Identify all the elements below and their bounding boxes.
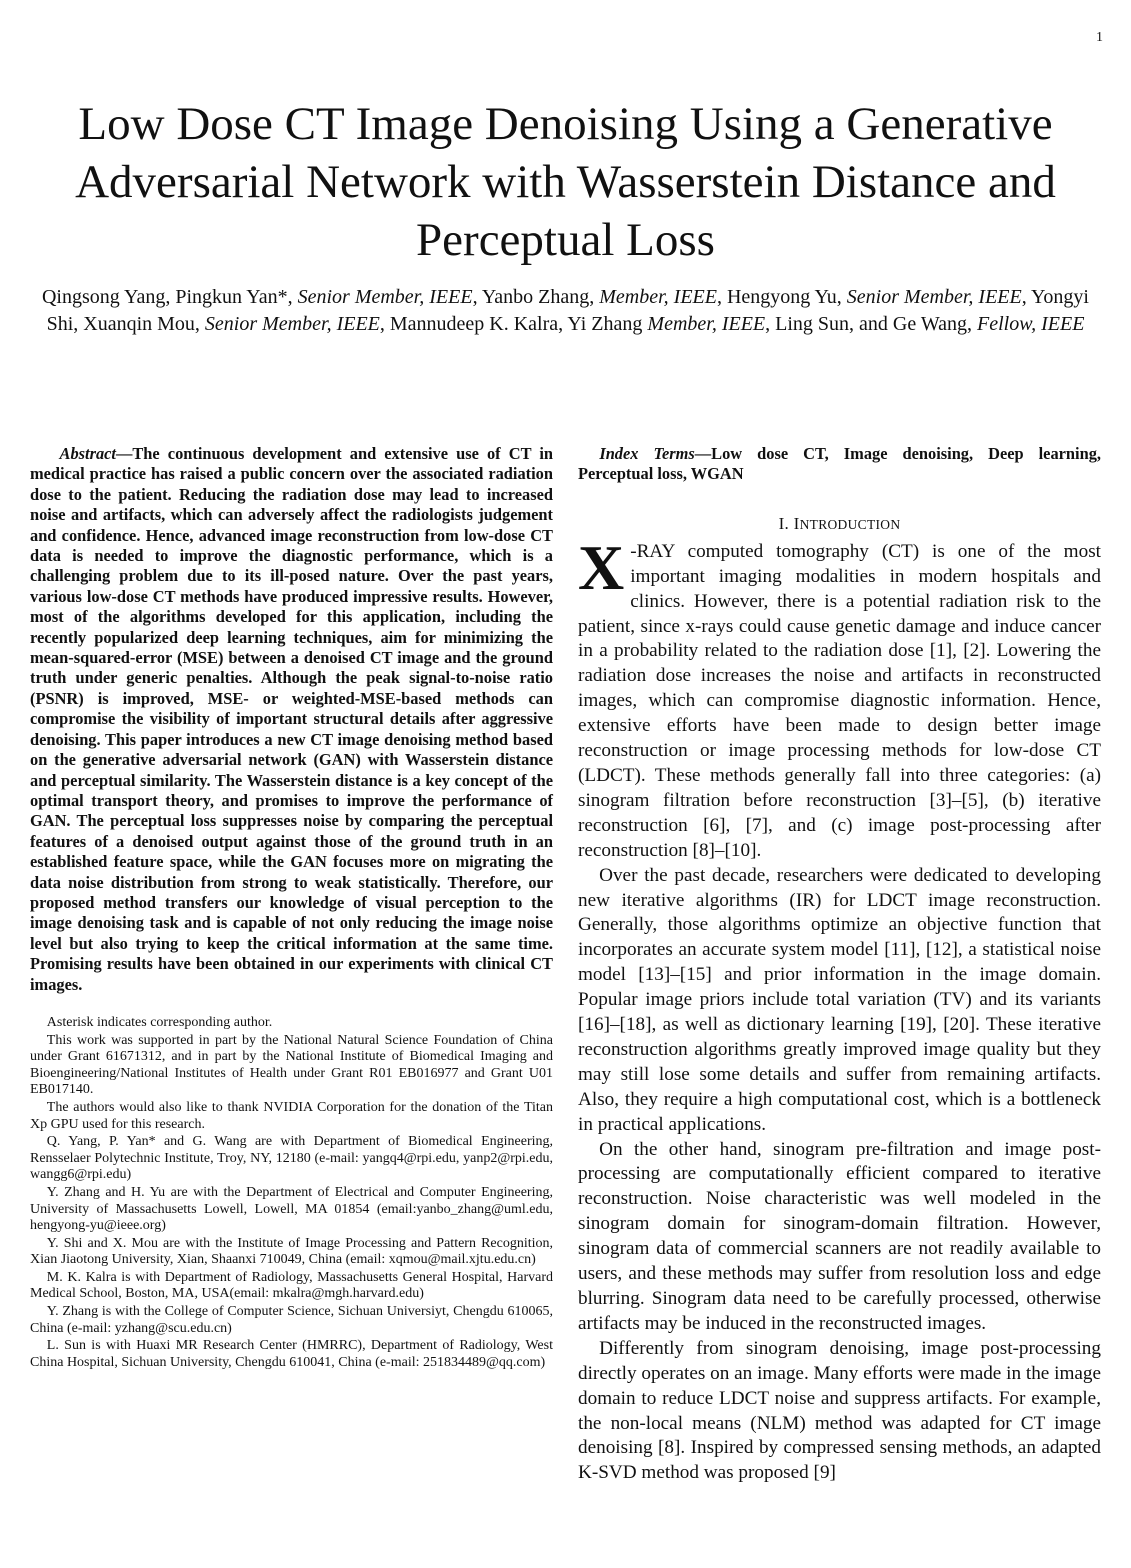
footnote: M. K. Kalra is with Department of Radiology, Massachusetts General Hospital, Harvard Medical School, Boston, MA, USA(email: mkalra@mgh.harvard.edu) xyxy=(30,1269,553,1302)
author-role: Member, IEEE xyxy=(599,286,717,308)
author-list xyxy=(40,284,1091,338)
page-number: 1 xyxy=(1096,30,1103,45)
abstract-label: Abstract xyxy=(59,444,116,463)
intro-paragraph-2: Over the past decade, researchers were dedicated to developing new iterative algorithms (IR) for LDCT image reconstruction. Generally, those algorithms optimize an objective function that incorporates an accurate system model [11], [12], a statistical noise model [13]–[15] and prior information in the image domain. Popular image priors include total variation (TV) and its variants [16]–[18], as well as dictionary learning [19], [20]. These iterative reconstruction algorithms greatly improved image quality but they may still lose some details and suffer from remaining artifacts. Also, they require a high computational cost, which is a bottleneck in practical applications. xyxy=(578,864,1101,1135)
footnote: Y. Zhang and H. Yu are with the Department of Electrical and Computer Engineering, University of Massachusetts Lowell, Lowell, MA 01854 (email:yanbo_zhang@uml.edu, hengyong-yu@ieee.org) xyxy=(30,1184,553,1234)
index-terms-text: —Low dose CT, Image denoising, Deep learning, Perceptual loss, WGAN xyxy=(578,444,1102,484)
intro-paragraph-3: On the other hand, sinogram pre-filtration and image post-processing are computationally efficient compared to iterative reconstruction. Noise characteristic was well modeled in the sinogram domain for sinogram-domain filtration. However, sinogram data of commercial scanners are not readily available to users, and these methods may suffer from resolution loss and edge blurring. Sinogram data need to be carefully processed, otherwise artifacts may be induced in the reconstructed images. xyxy=(578,1138,1101,1334)
author-role: Fellow, IEEE xyxy=(977,313,1085,335)
paragraph-text: -RAY computed tomography (CT) is one of the most important imaging modalities in modern hospitals and clinics. However, there is a potential radiation risk to the patient, since x-rays could cause genetic damage and induce cancer in a probability related to the radiation dose [1], [2]. Lowering the radiation dose increases the noise and artifacts in reconstructed images, which can compromise diagnostic information. Hence, extensive efforts have been made to design better image reconstruction or image processing methods for low-dose CT (LDCT). These methods generally fall into three categories: (a) sinogram filtration before reconstruction [3]–[5], (b) iterative reconstruction [6], [7], and (c) image post-processing after reconstruction [8]–[10]. xyxy=(578,540,1101,861)
footnote: Q. Yang, P. Yan* and G. Wang are with Department of Biomedical Engineering, Rensselaer Polytechnic Institute, Troy, NY, 12180 (e-mail: yangq4@rpi.edu, yanp2@rpi.edu, wangg6@rpi.edu) xyxy=(30,1134,553,1183)
index-terms xyxy=(578,444,1101,485)
author-names: , Yongyi Shi, Xuanqin Mou, xyxy=(46,286,1089,335)
footnote: L. Sun is with Huaxi MR Research Center (HMRRC), Department of Radiology, West China Hospital, Sichuan University, Chengdu 610041, China (e-mail: 251834489@qq.com) xyxy=(30,1338,553,1370)
section-heading xyxy=(578,514,1101,534)
author-names: Qingsong Yang, Pingkun Yan*, xyxy=(41,286,298,308)
author-names: , Yanbo Zhang, xyxy=(472,286,600,308)
paper-title: Low Dose CT Image Denoising Using a Generative Adversarial Network with Wasserstein Distance and Perceptual Loss xyxy=(75,98,1056,266)
author-names: , Hengyong Yu, xyxy=(716,286,847,308)
author-role: Senior Member, IEEE xyxy=(204,313,380,335)
author-names: , Ling Sun, and Ge Wang, xyxy=(765,313,978,335)
abstract xyxy=(30,444,553,995)
index-terms-label: Index Terms xyxy=(599,444,695,463)
drop-cap: X xyxy=(578,531,625,603)
abstract-text: —The continuous development and extensive use of CT in medical practice has raised a public concern over the associated radiation dose to the patient. Reducing the radiation dose may lead to increased noise and artifacts, which can adversely affect the radiologists judgement and confidence. Hence, advanced image reconstruction from low-dose CT data is needed to improve the diagnostic performance, which is a challenging problem due to its ill-posed nature. Over the past years, various low-dose CT methods have produced impressive results. However, most of the algorithms developed for this application, including the recently popularized deep learning techniques, aim for minimizing the mean-squared-error (MSE) between a denoised CT image and the ground truth under generic penalties. Although the peak signal-to-noise ratio (PSNR) is improved, MSE- or weighted-MSE-based methods can compromise the visibility of important structural details after aggressive denoising. This paper introduces a new CT image denoising method based on the generative adversarial network (GAN) with Wasserstein distance and perceptual similarity. The Wasserstein distance is a key concept of the optimal transport theory, and promises to improve the performance of GAN. The perceptual loss suppresses noise by comparing the perceptual features of a denoised output against those of the ground truth in an established feature space, while the GAN focuses more on migrating the data noise distribution from strong to weak statistically. Therefore, our proposed method transfers our knowledge of visual perception to the image denoising task and is capable of not only reducing the image noise level but also trying to keep the critical information at the same time. Promising results have been obtained in our experiments with clinical CT images. xyxy=(30,444,553,994)
intro-paragraph-4: Differently from sinogram denoising, image post-processing directly operates on an image. Many efforts were made in the image domain to reduce LDCT noise and suppress artifacts. For example, the non-local means (NLM) method was adapted for CT image denoising [8]. Inspired by compressed sensing methods, an adapted K-SVD method was proposed [9] xyxy=(578,1337,1101,1484)
left-column xyxy=(30,444,553,1372)
right-column xyxy=(578,444,1101,1486)
footnote: Asterisk indicates corresponding author. xyxy=(46,1014,273,1030)
footnote: The authors would also like to thank NVIDIA Corporation for the donation of the Titan Xp GPU used for this research. xyxy=(30,1099,553,1132)
intro-paragraph-1 xyxy=(578,531,1101,864)
author-role: Member, IEEE xyxy=(647,313,766,335)
footnote: This work was supported in part by the National Natural Science Foundation of China under Grant 61671312, and in part by the National Institute of Biomedical Imaging and Bioengineering/National Institutes of Health under Grant R01 EB016977 and Grant U01 EB017140. xyxy=(30,1032,553,1098)
footnotes xyxy=(30,1015,553,1371)
author-role: Senior Member, IEEE xyxy=(297,286,473,308)
section-rest: NTRODUCTION xyxy=(799,516,901,532)
author-role: Senior Member, IEEE xyxy=(846,286,1022,308)
footnote: Y. Shi and X. Mou are with the Institute of Image Processing and Pattern Recognition, Xian Jiaotong University, Xian, Shaanxi 710049, China (email: xqmou@mail.xjtu.edu.cn) xyxy=(30,1235,553,1268)
section-number: I. xyxy=(778,513,794,533)
author-names: , Mannudeep K. Kalra, Yi Zhang xyxy=(379,313,648,335)
footnote: Y. Zhang is with the College of Computer Science, Sichuan Universiyt, Chengdu 610065, China (e-mail: yzhang@scu.edu.cn) xyxy=(30,1304,553,1336)
section-first-letter: I xyxy=(793,513,800,533)
